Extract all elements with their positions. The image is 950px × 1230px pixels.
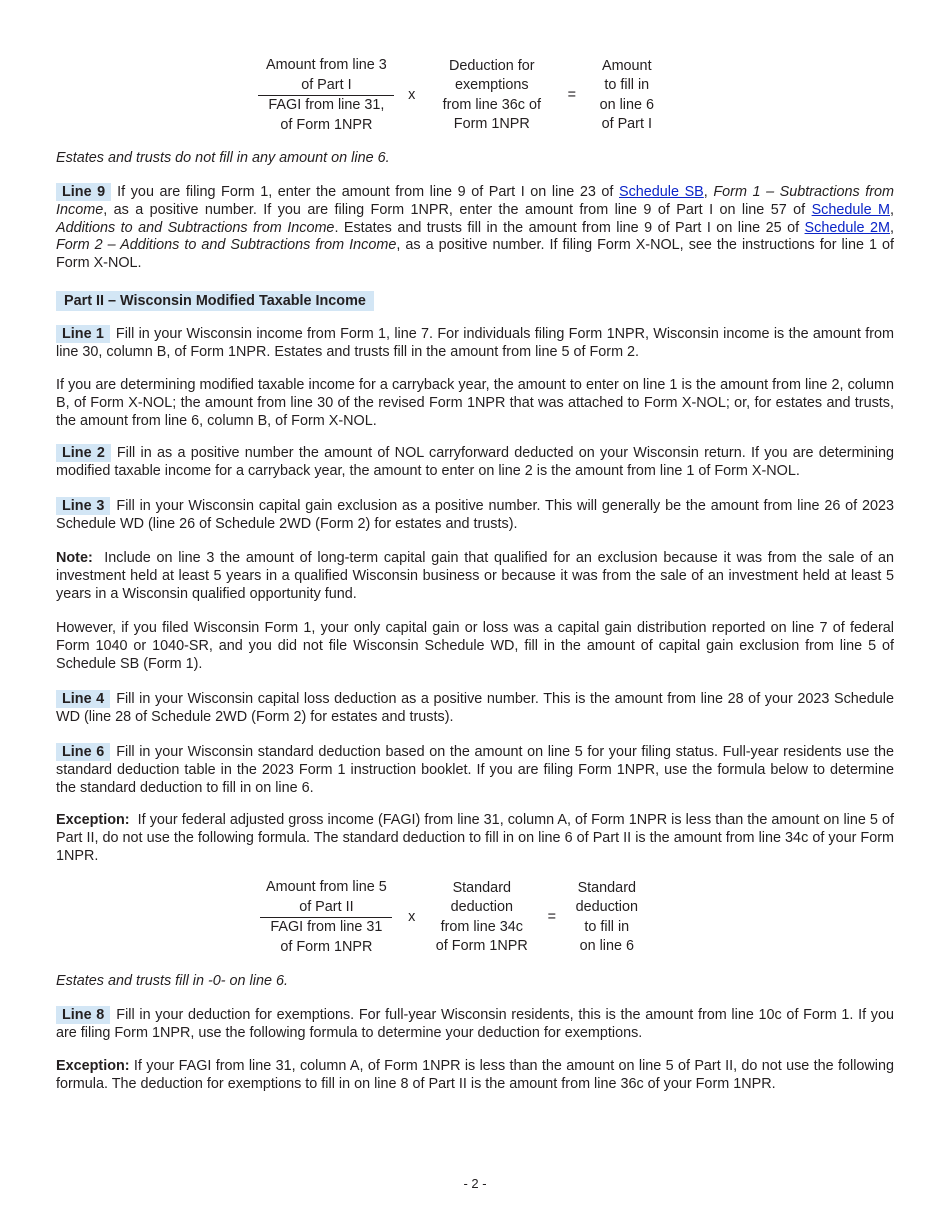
formula-result: Amount to fill in on line 6 of Part I	[599, 57, 654, 132]
carryback-paragraph: If you are determining modified taxable income for a carryback year, the amount to enter on line 1 is the amount from line 2, column B, of Form X-NOL; the amount from line 30 of the revised Form 1NPR that was attached to Form X-NOL; or, for estates and trusts, the amount from line 6, column B, of Form X-NOL.	[56, 377, 894, 429]
schedule-m-link[interactable]: Schedule M	[811, 201, 890, 218]
formula-part1-line6	[256, 56, 667, 135]
line3-instructions: Line 3 Fill in your Wisconsin capital gain exclusion as a positive number. This will generally be the amount from line 26 of 2023 Schedule WD (line 26 of Schedule 2WD (Form 2) for estates and trusts).	[56, 498, 894, 532]
multiply-sign: x	[408, 86, 416, 103]
line4-instructions: Line 4 Fill in your Wisconsin capital loss deduction as a positive number. This is the amount from line 28 of your 2023 Schedule WD (line 28 of Schedule 2WD (Form 2) for estates and trusts).	[56, 691, 894, 725]
formula-part2-line6	[256, 878, 647, 957]
line-tag: Line 6	[56, 743, 110, 761]
line9-instructions: Line 9 If you are filing Form 1, enter the amount from line 9 of Part I on line 23 of Schedule SB, Form 1 – Subtractions from Income, as a positive number. If you are filing Form 1NPR, enter the amount from line 9 of Part I on line 57 of Schedule M, Additions to and Subtractions from Income. Estates and trusts fill in the amount from line 9 of Part I on line 25 of Schedule 2M, Form 2 – Additions to and Subtractions from Income, as a positive number. If filing Form X-NOL, see the instructions for line 1 of Form X-NOL.	[56, 184, 895, 272]
formula-result: Standard deduction to fill in on line 6	[575, 879, 638, 954]
however-paragraph: However, if you filed Wisconsin Form 1, your only capital gain or loss was a capital gain distribution reported on line 7 of federal Form 1040 or 1040-SR, and you did not file Wisconsin Schedule WD, fill in the amount of capital gain exclusion from line 5 of Schedule SB (Form 1).	[56, 620, 894, 672]
fraction-denominator: FAGI from line 31, of Form 1NPR	[258, 95, 394, 135]
line-tag: Line 3	[56, 497, 110, 515]
line-tag: Line 2	[56, 444, 111, 462]
fraction-denominator: FAGI from line 31 of Form 1NPR	[260, 917, 392, 957]
fraction	[256, 56, 397, 135]
estates-note-part2: Estates and trusts fill in -0- on line 6.	[56, 973, 288, 989]
line6-instructions: Line 6 Fill in your Wisconsin standard deduction based on the amount on line 5 for your filing status. Full-year residents use the standard deduction table in the 2023 Form 1 instruction booklet. If you are filing Form 1NPR, use the formula below to determine the standard deduction to fill in on line 6.	[56, 744, 894, 796]
fraction-numerator: Amount from line 5 of Part II	[266, 879, 387, 915]
fraction-numerator: Amount from line 3 of Part I	[266, 57, 387, 93]
schedule-sb-link[interactable]: Schedule SB	[619, 184, 704, 200]
line2-instructions: Line 2 Fill in as a positive number the amount of NOL carryforward deducted on your Wisconsin return. If you are determining modified taxable income for a carryback year, the amount to enter on line 2 is the amount from line 1 of Form X-NOL.	[56, 445, 894, 479]
exception-paragraph-1: Exception: If your federal adjusted gross income (FAGI) from line 31, column A, of Form 1NPR is less than the amount on line 5 of Part II, do not use the following formula. The standard deduction to fill in on line 6 of Part II is the amount from line 34c of your Form 1NPR.	[56, 812, 894, 864]
equals-sign: =	[547, 908, 556, 925]
line-tag: Line 1	[56, 325, 110, 343]
line8-instructions: Line 8 Fill in your deduction for exemptions. For full-year Wisconsin residents, this is the amount from line 10c of Form 1. If you are filing Form 1NPR, use the following formula to determine your deduction for exemptions.	[56, 1007, 895, 1041]
formula-middle-term: Deduction for exemptions from line 36c of Form 1NPR	[442, 57, 541, 132]
line-tag: Line 9	[56, 183, 111, 201]
line-tag: Line 4	[56, 690, 110, 708]
equals-sign: =	[567, 86, 576, 103]
multiply-sign: x	[408, 908, 416, 925]
line1-instructions: Line 1 Fill in your Wisconsin income from Form 1, line 7. For individuals filing Form 1NPR, Wisconsin income is the amount from line 30, column B, of Form 1NPR. Estates and trusts fill in the amount from line 5 of Form 2.	[56, 326, 894, 360]
section-header-part2: Part II – Wisconsin Modified Taxable Income	[56, 291, 374, 311]
page-number: - 2 -	[463, 1176, 487, 1191]
line-tag: Line 8	[56, 1006, 110, 1024]
note-paragraph: Note: Include on line 3 the amount of long-term capital gain that qualified for an exclusion because it was from the sale of an investment held at least 5 years in a qualified Wisconsin business or because it was from the sale of an investment held at least 5 years in a Wisconsin qualified opportunity fund.	[56, 550, 894, 602]
schedule-2m-link[interactable]: Schedule 2M	[804, 219, 890, 236]
formula-middle-term: Standard deduction from line 34c of Form 1NPR	[435, 879, 528, 954]
estates-note-part1: Estates and trusts do not fill in any amount on line 6.	[56, 150, 390, 166]
fraction	[256, 878, 397, 957]
exception-paragraph-2: Exception: If your FAGI from line 31, column A, of Form 1NPR is less than the amount on line 5 of Part II, do not use the following formula. The deduction for exemptions to fill in on line 8 of Part II is the amount from line 36c of your Form 1NPR.	[56, 1058, 895, 1092]
